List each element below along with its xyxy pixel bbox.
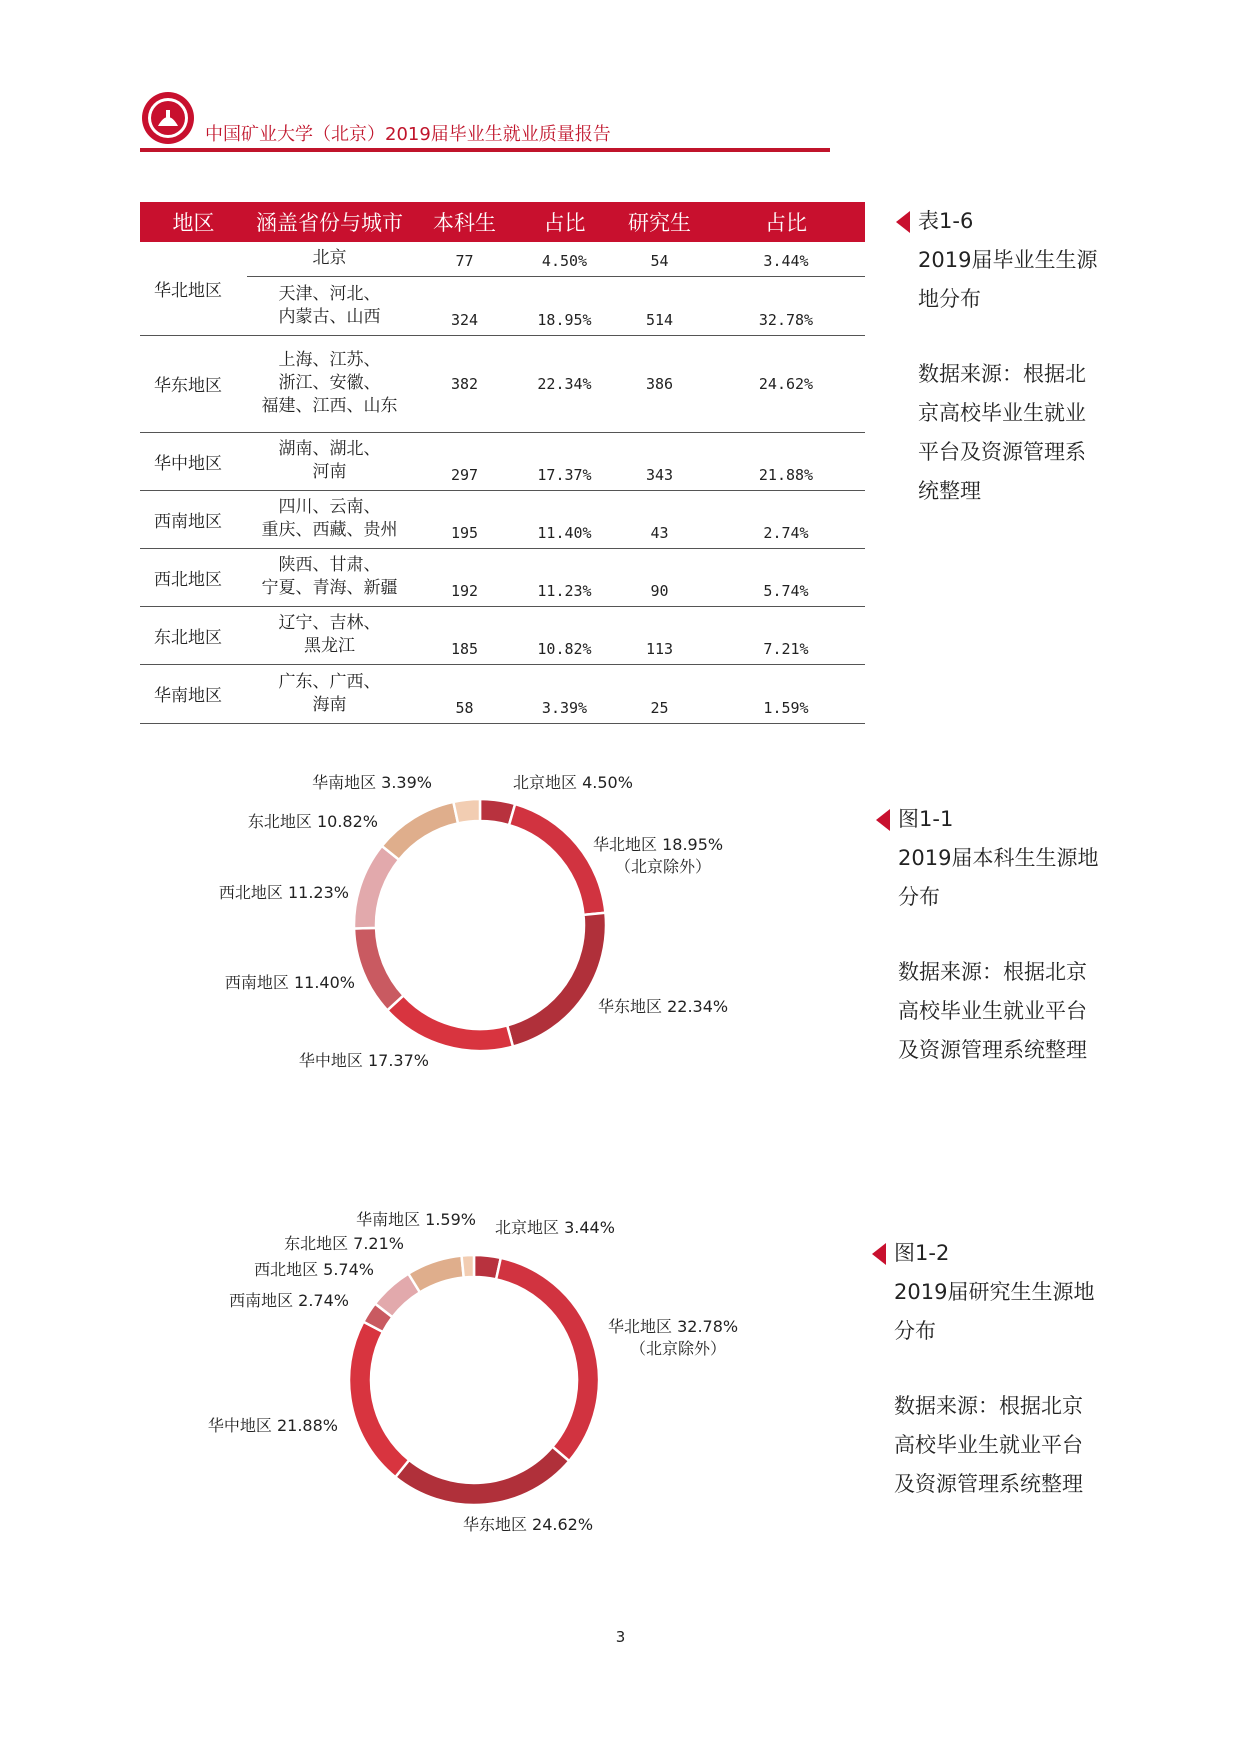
chart1-caption [898,800,1148,1070]
donut-slice [387,995,513,1051]
undergrad-cell: 185 [412,606,517,664]
slice-label: 北京地区 4.50% [513,773,633,792]
grad-cell: 25 [612,664,707,723]
undergrad-cell: 297 [412,432,517,490]
slice-label: 华北地区 32.78% [608,1317,739,1336]
table-row [140,242,865,276]
provinces-cell: 北京 [247,242,412,276]
caption-source: 数据来源：根据北京 高校毕业生就业平台 及资源管理系统整理 [894,1394,1083,1496]
undergrad-pct-cell: 17.37% [517,432,612,490]
header-grad-pct: 占比 [707,202,865,242]
caption-title-line: 2019届毕业生生源 [918,248,1098,272]
header-undergrad: 本科生 [412,202,517,242]
undergrad-cell: 324 [412,276,517,335]
grad-pct-cell: 32.78% [707,276,865,335]
provinces-cell: 广东、广西、 海南 [247,664,412,723]
caption-title-line: 分布 [898,885,940,909]
donut-slice [509,804,605,915]
undergrad-pct-cell: 4.50% [517,242,612,276]
header-grad: 研究生 [612,202,707,242]
donut-slice [382,802,458,860]
grad-pct-cell: 7.21% [707,606,865,664]
undergrad-pct-cell: 11.23% [517,548,612,606]
slice-label: 华东地区 24.62% [462,1515,594,1534]
undergrad-origin-donut-chart [0,760,860,1090]
slice-label: 华南地区 1.59% [356,1210,476,1229]
donut-slice [496,1258,599,1461]
grad-pct-cell: 5.74% [707,548,865,606]
origin-distribution-table [140,202,865,724]
caption-source: 数据来源：根据北京 高校毕业生就业平台 及资源管理系统整理 [898,960,1087,1062]
undergrad-cell: 58 [412,664,517,723]
grad-cell: 514 [612,276,707,335]
undergrad-pct-cell: 11.40% [517,490,612,548]
region-cell: 华中地区 [140,432,247,490]
table-row [140,276,865,335]
grad-cell: 386 [612,335,707,432]
provinces-cell: 辽宁、吉林、 黑龙江 [247,606,412,664]
page-number: 3 [615,1628,626,1646]
caption-marker-icon [872,1243,886,1265]
table-row [140,606,865,664]
report-header-title: 中国矿业大学（北京）2019届毕业生就业质量报告 [205,124,611,145]
region-cell: 西南地区 [140,490,247,548]
caption-marker-icon [896,211,910,233]
grad-cell: 43 [612,490,707,548]
donut-slice [349,1322,409,1477]
slice-label: 东北地区 7.21% [284,1234,404,1253]
donut-slice [462,1255,474,1278]
undergrad-cell: 77 [412,242,517,276]
provinces-cell: 上海、江苏、 浙江、安徽、 福建、江西、山东 [247,335,412,432]
provinces-cell: 陕西、甘肃、 宁夏、青海、新疆 [247,548,412,606]
undergrad-pct-cell: 3.39% [517,664,612,723]
region-cell: 华南地区 [140,664,247,723]
table-header-row [140,202,865,242]
table-row [140,548,865,606]
header-undergrad-pct: 占比 [517,202,612,242]
slice-sublabel: （北京除外） [614,857,712,876]
undergrad-cell: 195 [412,490,517,548]
undergrad-cell: 382 [412,335,517,432]
caption-label: 图1-1 [898,807,954,831]
slice-label: 西北地区 5.74% [254,1260,374,1279]
donut-slice [408,1256,463,1293]
table-caption [918,202,1148,511]
caption-title-line: 2019届研究生生源地 [894,1280,1095,1304]
grad-pct-cell: 3.44% [707,242,865,276]
caption-title-line: 2019届本科生生源地 [898,846,1099,870]
university-logo-icon [140,90,196,146]
header-region: 地区 [140,202,247,242]
undergrad-cell: 192 [412,548,517,606]
grad-cell: 90 [612,548,707,606]
chart2-caption [894,1234,1144,1504]
caption-title-line: 分布 [894,1319,936,1343]
slice-label: 西北地区 11.23% [218,883,349,902]
slice-label: 华中地区 21.88% [207,1416,338,1435]
table-row [140,664,865,723]
provinces-cell: 四川、云南、 重庆、西藏、贵州 [247,490,412,548]
slice-label: 华东地区 22.34% [598,997,729,1016]
grad-origin-donut-chart [0,1195,860,1555]
grad-pct-cell: 2.74% [707,490,865,548]
grad-pct-cell: 1.59% [707,664,865,723]
provinces-cell: 湖南、湖北、 河南 [247,432,412,490]
grad-pct-cell: 21.88% [707,432,865,490]
table-row [140,432,865,490]
donut-slice [453,799,480,823]
grad-cell: 343 [612,432,707,490]
region-cell: 华东地区 [140,335,247,432]
undergrad-pct-cell: 22.34% [517,335,612,432]
table-row [140,335,865,432]
undergrad-pct-cell: 10.82% [517,606,612,664]
header-provinces: 涵盖省份与城市 [247,202,412,242]
donut-slice [354,846,399,929]
header-divider [140,148,830,152]
slice-sublabel: （北京除外） [629,1339,727,1358]
caption-label: 图1-2 [894,1241,950,1265]
table-row [140,490,865,548]
slice-label: 西南地区 11.40% [224,973,355,992]
grad-cell: 113 [612,606,707,664]
caption-source: 数据来源：根据北 京高校毕业生就业 平台及资源管理系 统整理 [918,362,1086,503]
region-cell: 西北地区 [140,548,247,606]
caption-marker-icon [876,809,890,831]
caption-label: 表1-6 [918,209,974,233]
provinces-cell: 天津、河北、 内蒙古、山西 [247,276,412,335]
undergrad-pct-cell: 18.95% [517,276,612,335]
region-cell: 东北地区 [140,606,247,664]
grad-cell: 54 [612,242,707,276]
grad-pct-cell: 24.62% [707,335,865,432]
slice-label: 华中地区 17.37% [298,1051,429,1070]
slice-label: 东北地区 10.82% [247,812,378,831]
slice-label: 西南地区 2.74% [229,1291,349,1310]
donut-slice [395,1447,569,1505]
slice-label: 华北地区 18.95% [593,835,724,854]
donut-slice [354,928,403,1010]
region-cell: 华北地区 [140,242,247,335]
donut-slice [507,913,606,1047]
slice-label: 华南地区 3.39% [312,773,432,792]
slice-label: 北京地区 3.44% [495,1218,615,1237]
caption-title-line: 地分布 [918,287,981,311]
